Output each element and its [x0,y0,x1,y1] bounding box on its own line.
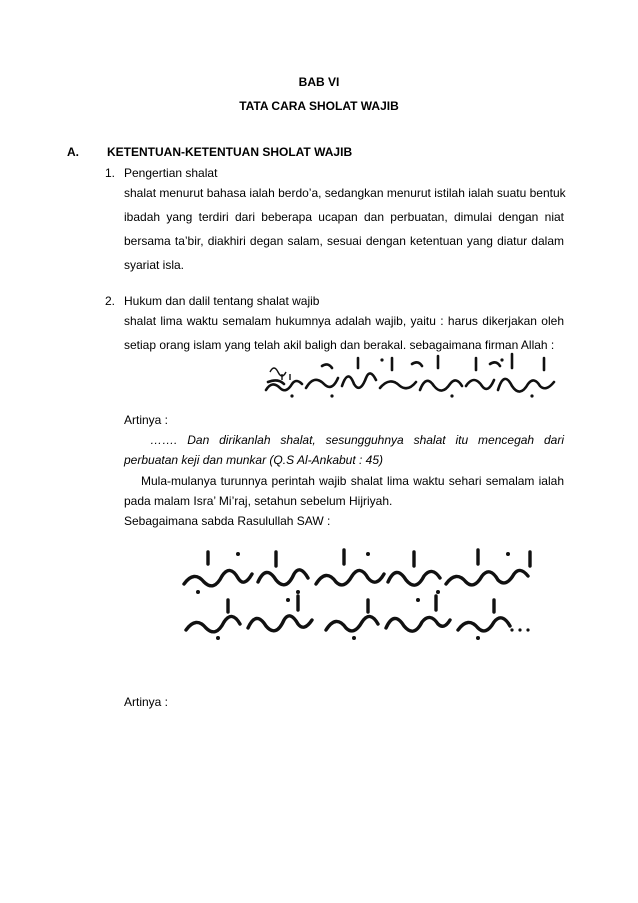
history-line-1: Mula-mulanya turunnya perintah wajib shalat lima waktu sehari semalam ialah [141,474,564,488]
item1-heading: Pengertian shalat [124,166,218,180]
item1-line-4: syariat isla. [124,258,185,272]
item1-line-1: shalat menurut bahasa ialah berdo’a, sedangkan menurut istilah ialah suatu bentuk [124,186,566,200]
chapter-title: TATA CARA SHOLAT WAJIB [239,99,399,113]
history-line-2: pada malam Isra’ Mi’raj, setahun sebelum Hijriyah. [124,494,393,508]
item2-number: 2. [105,294,116,308]
item2-line-1: shalat lima waktu semalam hukumnya adalah wajib, yaitu : harus dikerjakan oleh [124,314,564,328]
translation-line-2: perbuatan keji dan munkar (Q.S Al-Ankabut : 45) [124,453,384,467]
hadith-calligraphy [178,546,564,650]
translation-line-1: ……. Dan dirikanlah shalat, sesungguhnya shalat itu mencegah dari [150,433,564,447]
item1-line-2: ibadah yang terdiri dari beberapa ucapan dan perbuatan, dimulai dengan niat [124,210,564,224]
item2-artinya-label: Artinya : [124,413,169,427]
item1-number: 1. [105,166,116,180]
chapter-number: BAB VI [298,75,340,89]
item2-line-2: setiap orang islam yang telah akil baligh dan berakal. sebagaimana firman Allah : [124,338,555,352]
sabda-intro: Sebagaimana sabda Rasulullah SAW : [124,514,331,528]
item2-heading: Hukum dan dalil tentang shalat wajib [124,294,320,308]
quran-verse-calligraphy [262,352,564,400]
hadith-artinya-label: Artinya : [124,695,169,709]
item1-line-3: bersama ta’bir, diakhiri degan salam, sesuai dengan ketentuan yang diatur dalam [124,234,564,248]
section-letter: A. [67,145,79,159]
section-heading: KETENTUAN-KETENTUAN SHOLAT WAJIB [107,145,353,159]
